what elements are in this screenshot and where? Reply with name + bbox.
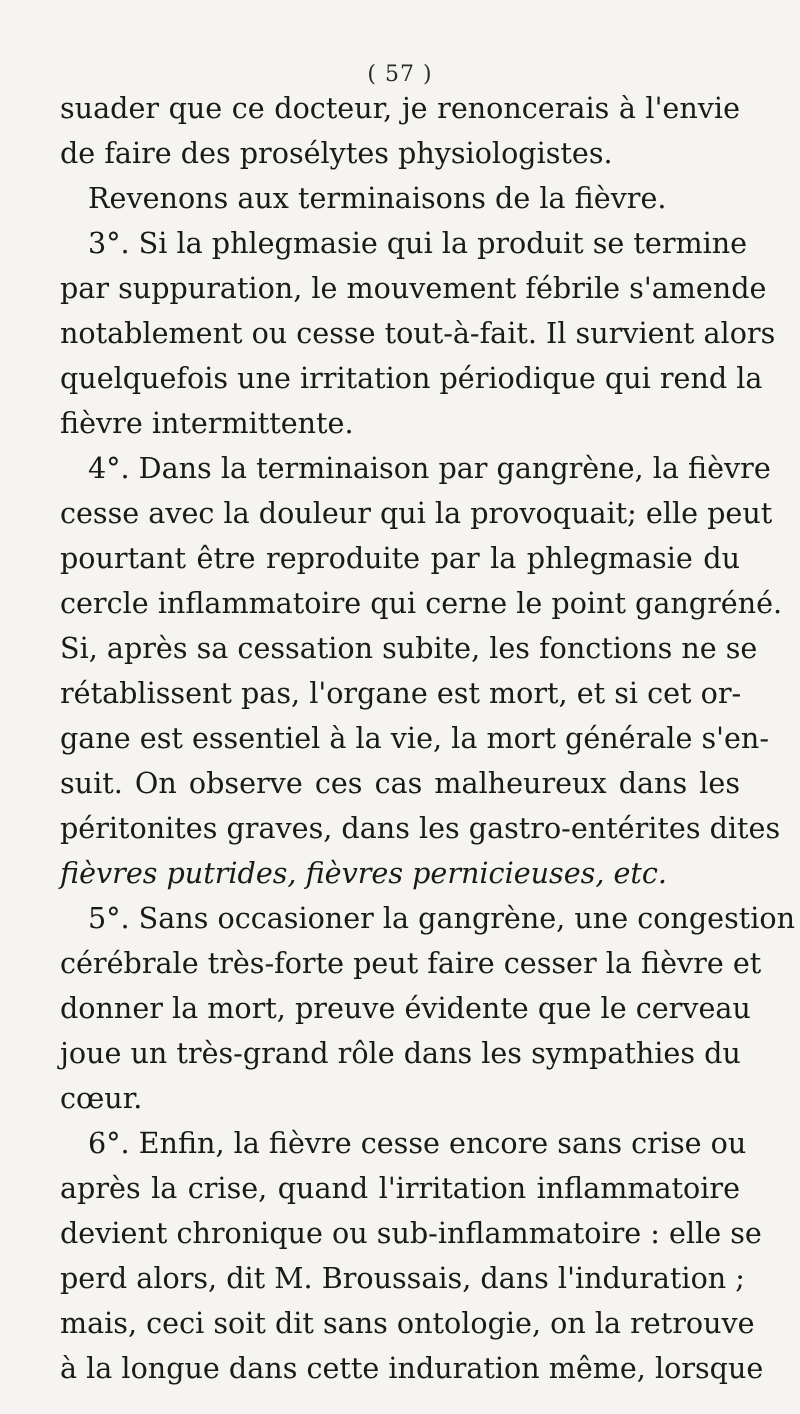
text-line: notablement ou cesse tout-à-fait. Il survient alors [60, 316, 776, 350]
text-line: après la crise, quand l'irritation inflammatoire [60, 1171, 740, 1205]
text-line: 5°. Sans occasioner la gangrène, une congestion [88, 901, 796, 935]
text-line: quelquefois une irritation périodique qui rend la [60, 361, 763, 395]
italic-text-line: fièvres putrides, fièvres pernicieuses, etc. [60, 856, 668, 890]
text-line: rétablissent pas, l'organe est mort, et si cet or- [60, 676, 742, 710]
text-line: pourtant être reproduite par la phlegmasie du [60, 541, 740, 575]
text-line: par suppuration, le mouvement fébrile s'amende [60, 271, 767, 305]
text-line: perd alors, dit M. Broussais, dans l'induration ; [60, 1261, 745, 1295]
text-line: cœur. [60, 1081, 143, 1115]
text-line: donner la mort, preuve évidente que le cerveau [60, 991, 751, 1025]
text-line: fièvre intermittente. [60, 406, 354, 440]
text-line: péritonites graves, dans les gastro-entérites dites [60, 811, 781, 845]
text-line: à la longue dans cette induration même, lorsque [60, 1351, 764, 1385]
text-line: 6°. Enfin, la fièvre cesse encore sans crise ou [88, 1126, 747, 1160]
text-line: suit. On observe ces cas malheureux dans les [60, 766, 740, 800]
text-line: de faire des prosélytes physiologistes. [60, 136, 613, 170]
text-line: Revenons aux terminaisons de la fièvre. [88, 181, 667, 215]
text-line: joue un très-grand rôle dans les sympathies du [60, 1036, 741, 1070]
text-line: cesse avec la douleur qui la provoquait; elle peut [60, 496, 773, 530]
text-line: Si, après sa cessation subite, les fonctions ne se [60, 631, 758, 665]
text-line: gane est essentiel à la vie, la mort générale s'en- [60, 721, 769, 755]
page-number: ( 57 ) [367, 62, 433, 87]
text-line: devient chronique ou sub-inflammatoire : elle se [60, 1216, 762, 1250]
text-line: cérébrale très-forte peut faire cesser la fièvre et [60, 946, 762, 980]
text-line: cercle inflammatoire qui cerne le point gangréné. [60, 586, 783, 620]
text-line: suader que ce docteur, je renoncerais à l'envie [60, 91, 740, 125]
page-body [60, 86, 796, 1391]
text-line: mais, ceci soit dit sans ontologie, on la retrouve [60, 1306, 755, 1340]
text-line: 3°. Si la phlegmasie qui la produit se termine [88, 226, 748, 260]
text-line: 4°. Dans la terminaison par gangrène, la fièvre [88, 451, 771, 485]
